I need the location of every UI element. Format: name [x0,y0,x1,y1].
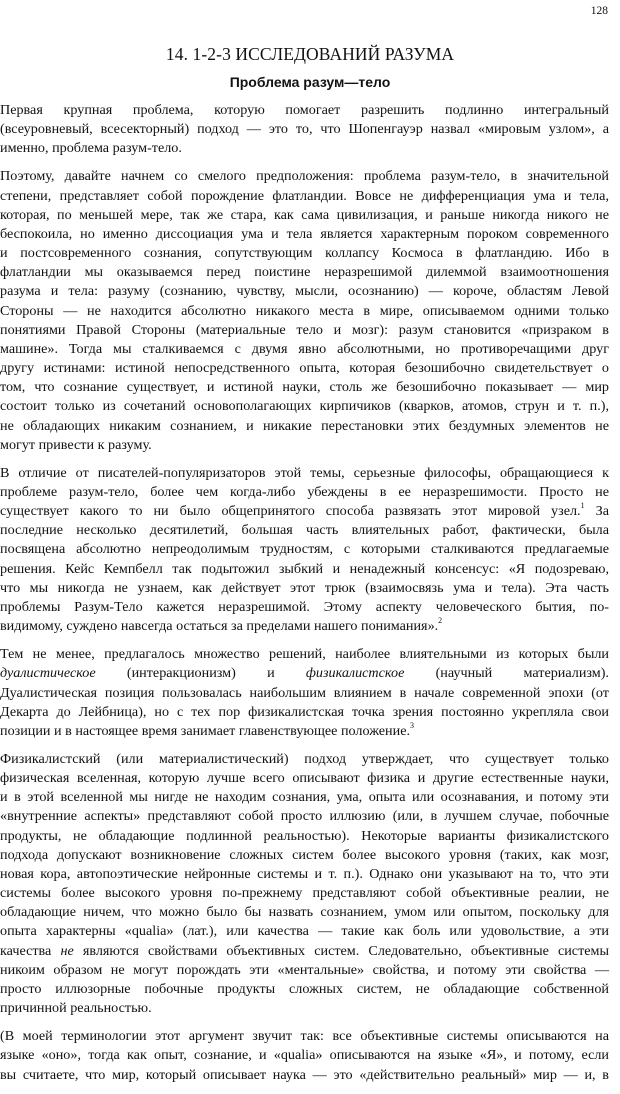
text-line: степени, представляет собой порождение флатландии. Вовсе не дифференциация ума и тела, [0,187,609,204]
text-line: машине». Тогда мы сталкиваемся с двумя явно абсолютными, но противоречащими друг [0,340,609,357]
text-fragment: качества [0,942,52,959]
text-line: Стороны — не находится абсолютно никакого места в мире, описываемом одними только [0,302,609,319]
text-line: продукты, не обладающие подлинной реальностью). Некоторые варианты физикалистского [0,827,609,844]
text-line: том, что сознание существует, и истиной науки, столь же безошибочно показывает — мир [0,379,609,396]
text-line: что мы никогда не узнаем, как действует этот трюк (взаимосвязь ума и тела). Эта часть [0,579,609,596]
text-line: и постсовременного сознания, сопутствующим коллапсу Космоса в флатландию. Ибо в [0,245,609,262]
text-fragment: материализм). [523,665,609,682]
text-line: (всеуровневый, всесекторный) подход — это то, что Шопенгауэр назвал «мировым узлом», а [0,121,609,138]
text-line: состоит только из сочетаний основополагающих кирпичиков (кварков, атомов, струн и т. п.), [0,398,609,415]
footnote-marker[interactable]: 3 [410,721,415,731]
text-line: «внутренние аспекты» представляют собой просто иллюзию (или, в лучшем случае, побочные [0,808,609,825]
text-fragment: видимому, суждено навсегда остаться за пределами нашего понимания». [0,618,439,635]
text-line: Первая крупная проблема, которую помогает разрешить подлинно интегральный [0,102,609,118]
text-line: другу истинами: истиной непосредственного опыта, которая безошибочно свидетельствует о [0,360,609,377]
text-line: Тем не менее, предлагалось множество решений, наиболее влиятельными из которых были [0,646,609,663]
paragraph-6 [0,1027,609,1084]
text-line: могут привести к разуму. [0,436,152,453]
emphasis-term: физикалистское [305,665,405,682]
text-fragment: и [267,665,275,682]
text-line: Поэтому, давайте начнем со смелого предположения: проблема разум-тело, в значительной [0,168,609,185]
text-fragment: являются свойствами объективных систем. Следовательно, объективные системы [82,942,609,959]
text-line: и в этой вселенной мы нигде не находим сознания, ума, опыта или осознавания, и потому эти [0,789,609,806]
section-title: Проблема разум—тело [229,74,391,90]
text-line [0,502,609,521]
text-line: не обладающих никаким сознанием, и никакие перестановки этих бездумных элементов не [0,417,609,434]
text-line: языке «оно», тогда как опыт, сознание, и «qualia» описываются на языке «Я», и потому, если [0,1047,609,1064]
paragraph-5 [0,750,609,1018]
text-line: В отличие от писателей-популяризаторов этой темы, серьезные философы, обращающиеся к [0,464,609,481]
text-line: флатландии мы оказываемся перед поистине неразрешимой дилеммой взаимоотношения [0,264,609,281]
text-line: (В моей терминологии этот аргумент звучит так: все объективные системы описываются на [0,1028,609,1045]
text-fragment: (интеракционизм) [126,665,236,682]
text-line: последние несколько десятилетий, большая часть влиятельных работ, фактически, была [0,522,609,539]
text-line: вы считаете, что мир, который описывает наука — это «действительно реальный» мир — и, в [0,1066,609,1083]
text-line: Дуалистическая позиция пользовалась наибольшим влиянием в начале современной эпохи (от [0,684,609,701]
text-line [0,664,609,683]
page-number: 128 [590,5,608,17]
text-line: опыта характерны «qualia» (лат.), или качества — такие как боль или удовольствие, а эти [0,923,609,940]
text-line: проблеме разум-тело, более чем когда-либо убеждены в ее неразрешимости. Просто не [0,483,609,500]
text-line: Физикалистский (или материалистический) подход утверждает, что существует только [0,751,609,767]
text-fragment: существует какого то ни было общепринятого способа развязать этот мировой узел. [0,503,581,520]
body-text [0,101,609,1094]
text-line: причинной реальностью. [0,1000,152,1017]
emphasis-term: дуалистическое [0,665,96,682]
emphasis-word: не [60,942,74,959]
text-line: подхода допускают возникновение сложных систем более высокого уровня (таких, как мозг, [0,846,609,863]
text-fragment: позиции и в настоящее время занимает главенствующее положение. [0,722,411,739]
text-line [0,617,609,636]
text-line: именно, проблема разум-тело. [0,140,182,157]
text-line: решения. Кейс Кемпбелл так подытожил зыбкий и ненадежный консенсус: «Я подозреваю, [0,560,609,577]
text-fragment: (научный [435,665,493,682]
text-line [0,942,609,961]
text-line: новая кора, автопоэтические нейронные системы и т. п.). Однако они указывают на то, что эти [0,865,609,882]
text-line: никоим образом не могут порождать эти «ментальные» свойства, и потому эти свойства — [0,961,609,978]
footnote-marker[interactable]: 2 [438,616,443,626]
text-line: просто иллюзорные побочные продукты сложных систем, не обладающие собственной [0,980,609,997]
paragraph-3 [0,464,609,636]
text-line: системы более высокого уровня по-прежнему представляют собой объективные реалии, не [0,885,609,902]
paragraph-2 [0,167,609,454]
text-fragment: За [595,503,609,520]
paragraph-1 [0,101,609,158]
text-line: посвящена абсолютно непреодолимым трудностям, с которыми сталкиваются предлагаемые [0,541,609,558]
paragraph-4 [0,645,609,741]
chapter-title: 14. 1-2-3 ИССЛЕДОВАНИЙ РАЗУМА [165,44,455,64]
text-line: которая, по меньшей мере, так же стара, как сама цивилизация, и раньше никогда никого не [0,206,609,223]
text-line: Декарта до Лейбница), но с тех пор физикалистская точка зрения постоянно укрепляла свои [0,703,609,720]
text-line: понятиями Правой Стороны (материальные тело и мозг): разум становится «призраком в [0,321,609,338]
footnote-marker[interactable]: 1 [580,501,585,511]
text-line: беспокоила, но именно диссоциация ума и тела является характерным пороком современного [0,225,609,242]
text-line: проблемы Разум-Тело кажется неразрешимой. Этому аспекту человеческого бытия, по- [0,598,609,615]
text-line: физическая вселенная, которую лучше всего описывают физика и другие естественные науки, [0,770,609,787]
text-line: разума и тела: разуму (сознанию, чувству, мысли, осознанию) — короче, областям Левой [0,283,609,300]
text-line [0,722,609,741]
text-line: обладающие ничем, что можно было бы назвать сознанием, умом или опытом, поскольку для [0,904,609,921]
